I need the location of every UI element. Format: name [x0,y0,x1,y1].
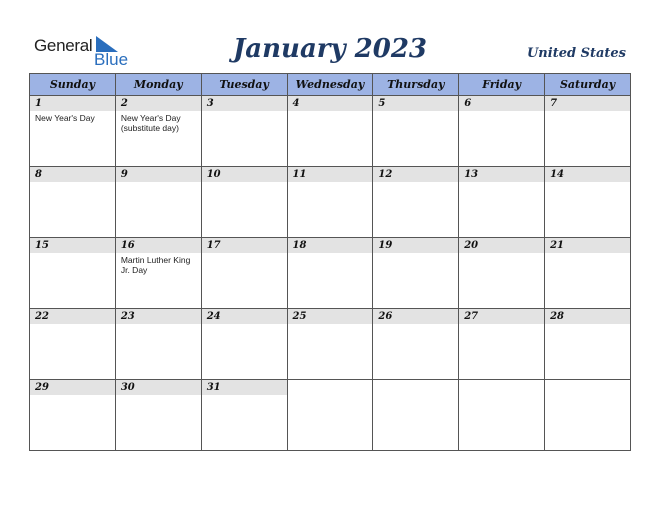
day-cell [545,238,631,309]
day-number: 3 [202,96,287,111]
week-row [30,96,631,167]
day-number: 24 [202,309,287,324]
country-label: United States [526,46,626,61]
day-cell [287,167,373,238]
day-cell [459,238,545,309]
weekday-header-saturday: Saturday [545,74,631,96]
day-cell [545,380,631,451]
day-cell [373,309,459,380]
day-cell [201,238,287,309]
day-number: 16 [116,238,201,253]
day-cell [201,309,287,380]
weekday-header-tuesday: Tuesday [201,74,287,96]
logo-word-general: General [34,36,93,55]
day-number: 1 [30,96,115,111]
holiday-label: Martin Luther King Jr. Day [120,255,191,275]
day-number: 30 [116,380,201,395]
day-cell [30,96,116,167]
day-cell [201,380,287,451]
day-number: 29 [30,380,115,395]
day-number: 4 [288,96,373,111]
day-number: 14 [545,167,630,182]
logo-word-blue: Blue [94,50,129,69]
weekday-header-sunday: Sunday [30,74,116,96]
day-number: 12 [373,167,458,182]
day-cell [459,96,545,167]
day-cell [115,238,201,309]
day-cell [115,380,201,451]
day-number: 7 [545,96,630,111]
day-cell [201,167,287,238]
day-cell [115,96,201,167]
day-number: 28 [545,309,630,324]
day-cell [30,167,116,238]
day-number: 31 [202,380,287,395]
weekday-header-friday: Friday [459,74,545,96]
week-row [30,380,631,451]
day-cell [30,309,116,380]
week-row [30,167,631,238]
day-number: 6 [459,96,544,111]
day-cell [459,309,545,380]
day-cell [545,167,631,238]
weekday-header-monday: Monday [115,74,201,96]
day-number: 17 [202,238,287,253]
day-cell [373,167,459,238]
day-cell [373,96,459,167]
day-cell [459,380,545,451]
day-number: 5 [373,96,458,111]
weekday-header-row [30,74,631,96]
day-number: 15 [30,238,115,253]
day-number: 18 [288,238,373,253]
day-cell [30,238,116,309]
calendar-grid [29,73,631,451]
weekday-header-wednesday: Wednesday [287,74,373,96]
day-number: 9 [116,167,201,182]
day-number: 19 [373,238,458,253]
weekday-header-thursday: Thursday [373,74,459,96]
day-cell [373,380,459,451]
day-number: 23 [116,309,201,324]
day-cell [287,238,373,309]
day-number: 20 [459,238,544,253]
week-row [30,309,631,380]
day-cell [545,96,631,167]
week-row [30,238,631,309]
holiday-label: New Year's Day (substitute day) [120,113,181,133]
day-cell [201,96,287,167]
day-number: 2 [116,96,201,111]
generalblue-logo [34,36,129,70]
day-number: 11 [288,167,373,182]
day-cell [287,309,373,380]
day-number: 13 [459,167,544,182]
calendar-title: January 2023 [232,34,428,64]
day-number: 27 [459,309,544,324]
day-cell [30,380,116,451]
day-number: 22 [30,309,115,324]
day-cell [115,309,201,380]
day-number: 25 [288,309,373,324]
calendar-body [30,96,631,451]
day-cell [115,167,201,238]
day-cell [373,238,459,309]
day-number: 21 [545,238,630,253]
day-cell [545,309,631,380]
day-cell [287,380,373,451]
day-number: 26 [373,309,458,324]
holiday-label: New Year's Day [35,113,95,123]
day-number: 10 [202,167,287,182]
day-cell [459,167,545,238]
day-cell [287,96,373,167]
day-number: 8 [30,167,115,182]
